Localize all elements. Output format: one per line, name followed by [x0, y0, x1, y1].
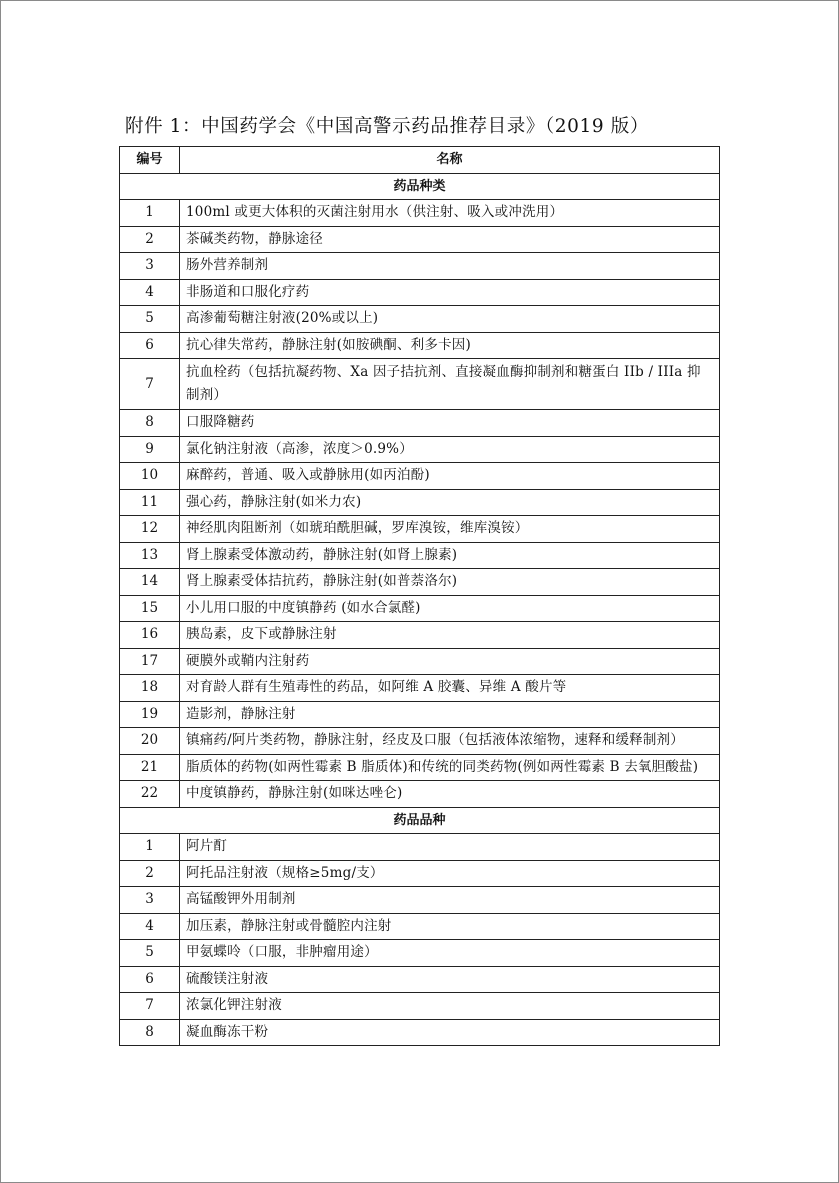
row-drug-name: 高锰酸钾外用制剂 — [180, 887, 720, 914]
section-title: 药品品种 — [120, 807, 720, 834]
table-row — [120, 279, 720, 306]
row-drug-name: 阿片酊 — [180, 834, 720, 861]
row-number: 8 — [120, 410, 180, 437]
row-drug-name: 甲氨蝶呤（口服，非肿瘤用途） — [180, 940, 720, 967]
table-row — [120, 253, 720, 280]
row-drug-name: 肠外营养制剂 — [180, 253, 720, 280]
table-row — [120, 648, 720, 675]
row-drug-name: 神经肌肉阻断剂（如琥珀酰胆碱，罗库溴铵，维库溴铵） — [180, 516, 720, 543]
row-drug-name: 加压素，静脉注射或骨髓腔内注射 — [180, 913, 720, 940]
row-drug-name: 100ml 或更大体积的灭菌注射用水（供注射、吸入或冲洗用） — [180, 200, 720, 227]
row-drug-name: 镇痛药/阿片类药物，静脉注射，经皮及口服（包括液体浓缩物，速释和缓释制剂） — [180, 728, 720, 755]
row-drug-name: 脂质体的药物(如两性霉素 B 脂质体)和传统的同类药物(例如两性霉素 B 去氧胆酸盐) — [180, 754, 720, 781]
row-number: 7 — [120, 993, 180, 1020]
table-row — [120, 226, 720, 253]
header-name: 名称 — [180, 147, 720, 174]
table-row — [120, 913, 720, 940]
table-row — [120, 569, 720, 596]
row-number: 7 — [120, 359, 180, 410]
row-number: 16 — [120, 622, 180, 649]
row-drug-name: 口服降糖药 — [180, 410, 720, 437]
row-drug-name: 抗血栓药（包括抗凝药物、Xa 因子拮抗剂、直接凝血酶抑制剂和糖蛋白 IIb / IIIa 抑制剂） — [180, 359, 720, 410]
row-number: 3 — [120, 253, 180, 280]
table-row — [120, 701, 720, 728]
row-drug-name: 强心药，静脉注射(如米力农) — [180, 489, 720, 516]
table-row — [120, 887, 720, 914]
row-drug-name: 浓氯化钾注射液 — [180, 993, 720, 1020]
table-row — [120, 595, 720, 622]
row-number: 2 — [120, 860, 180, 887]
row-number: 2 — [120, 226, 180, 253]
row-drug-name: 茶碱类药物，静脉途径 — [180, 226, 720, 253]
row-drug-name: 胰岛素，皮下或静脉注射 — [180, 622, 720, 649]
row-drug-name: 对育龄人群有生殖毒性的药品，如阿维 A 胶囊、异维 A 酸片等 — [180, 675, 720, 702]
row-drug-name: 麻醉药，普通、吸入或静脉用(如丙泊酚) — [180, 463, 720, 490]
row-number: 5 — [120, 940, 180, 967]
row-number: 21 — [120, 754, 180, 781]
row-number: 17 — [120, 648, 180, 675]
row-number: 18 — [120, 675, 180, 702]
row-number: 11 — [120, 489, 180, 516]
row-number: 15 — [120, 595, 180, 622]
row-drug-name: 造影剂，静脉注射 — [180, 701, 720, 728]
row-number: 13 — [120, 542, 180, 569]
row-drug-name: 肾上腺素受体拮抗药，静脉注射(如普萘洛尔) — [180, 569, 720, 596]
table-row — [120, 516, 720, 543]
row-drug-name: 硫酸镁注射液 — [180, 966, 720, 993]
table-row — [120, 728, 720, 755]
table-row — [120, 200, 720, 227]
section-header-row — [120, 173, 720, 200]
table-row — [120, 860, 720, 887]
table-row — [120, 359, 720, 410]
row-number: 1 — [120, 200, 180, 227]
high-alert-drug-table — [119, 146, 720, 1046]
table-row — [120, 754, 720, 781]
row-number: 1 — [120, 834, 180, 861]
row-drug-name: 凝血酶冻干粉 — [180, 1019, 720, 1046]
row-drug-name: 氯化钠注射液（高渗，浓度＞0.9%） — [180, 436, 720, 463]
table-row — [120, 410, 720, 437]
row-number: 10 — [120, 463, 180, 490]
table-row — [120, 542, 720, 569]
row-drug-name: 小儿用口服的中度镇静药 (如水合氯醛) — [180, 595, 720, 622]
table-row — [120, 940, 720, 967]
row-number: 9 — [120, 436, 180, 463]
row-number: 20 — [120, 728, 180, 755]
section-title: 药品种类 — [120, 173, 720, 200]
table-row — [120, 993, 720, 1020]
table-row — [120, 966, 720, 993]
row-number: 3 — [120, 887, 180, 914]
row-number: 4 — [120, 279, 180, 306]
table-row — [120, 675, 720, 702]
table-header-row — [120, 147, 720, 174]
row-number: 12 — [120, 516, 180, 543]
table-row — [120, 332, 720, 359]
row-number: 5 — [120, 306, 180, 333]
table-row — [120, 463, 720, 490]
row-drug-name: 肾上腺素受体激动药，静脉注射(如肾上腺素) — [180, 542, 720, 569]
row-number: 14 — [120, 569, 180, 596]
header-number: 编号 — [120, 147, 180, 174]
row-drug-name: 阿托品注射液（规格≥5mg/支） — [180, 860, 720, 887]
row-number: 8 — [120, 1019, 180, 1046]
row-number: 6 — [120, 332, 180, 359]
table-row — [120, 489, 720, 516]
row-drug-name: 抗心律失常药，静脉注射(如胺碘酮、利多卡因) — [180, 332, 720, 359]
table-row — [120, 306, 720, 333]
table-body — [120, 173, 720, 1046]
document-title: 附件 1：中国药学会《中国高警示药品推荐目录》（2019 版） — [125, 116, 649, 137]
section-header-row — [120, 807, 720, 834]
row-number: 4 — [120, 913, 180, 940]
table-row — [120, 781, 720, 808]
row-number: 6 — [120, 966, 180, 993]
row-number: 19 — [120, 701, 180, 728]
row-drug-name: 高渗葡萄糖注射液(20%或以上) — [180, 306, 720, 333]
table-row — [120, 834, 720, 861]
table-row — [120, 622, 720, 649]
row-number: 22 — [120, 781, 180, 808]
row-drug-name: 非肠道和口服化疗药 — [180, 279, 720, 306]
row-drug-name: 中度镇静药，静脉注射(如咪达唑仑) — [180, 781, 720, 808]
table-row — [120, 436, 720, 463]
row-drug-name: 硬膜外或鞘内注射药 — [180, 648, 720, 675]
table-row — [120, 1019, 720, 1046]
